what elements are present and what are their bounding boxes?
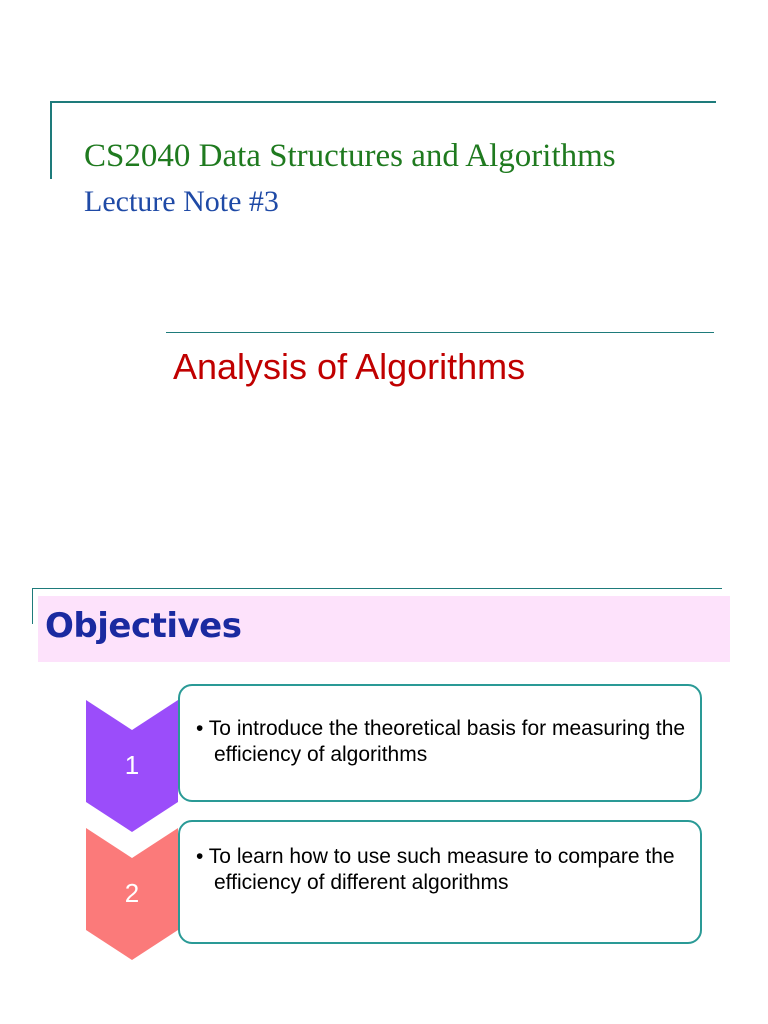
objectives-left-rule — [32, 588, 33, 624]
objective-1-chevron — [86, 700, 178, 832]
subtitle-rule — [166, 332, 714, 333]
objective-1-number: 1 — [124, 750, 140, 780]
title-top-rule — [50, 101, 716, 103]
topic-title: Analysis of Algorithms — [173, 346, 526, 387]
objective-2-box — [178, 820, 702, 944]
objective-2-text: • To learn how to use such measure to compare the efficiency of different algorithms — [196, 845, 675, 894]
course-title: CS2040 Data Structures and Algorithms — [84, 138, 616, 174]
objective-1-box — [178, 684, 702, 802]
objectives-top-rule — [32, 588, 722, 589]
title-left-rule — [50, 101, 52, 179]
objective-2-chevron — [86, 828, 178, 960]
lecture-note-label: Lecture Note #3 — [84, 185, 279, 218]
objective-2-number: 2 — [124, 878, 140, 908]
objective-1-text: • To introduce the theoretical basis for measuring the efficiency of algorithms — [196, 717, 686, 766]
objectives-heading: Objectives — [45, 606, 242, 646]
